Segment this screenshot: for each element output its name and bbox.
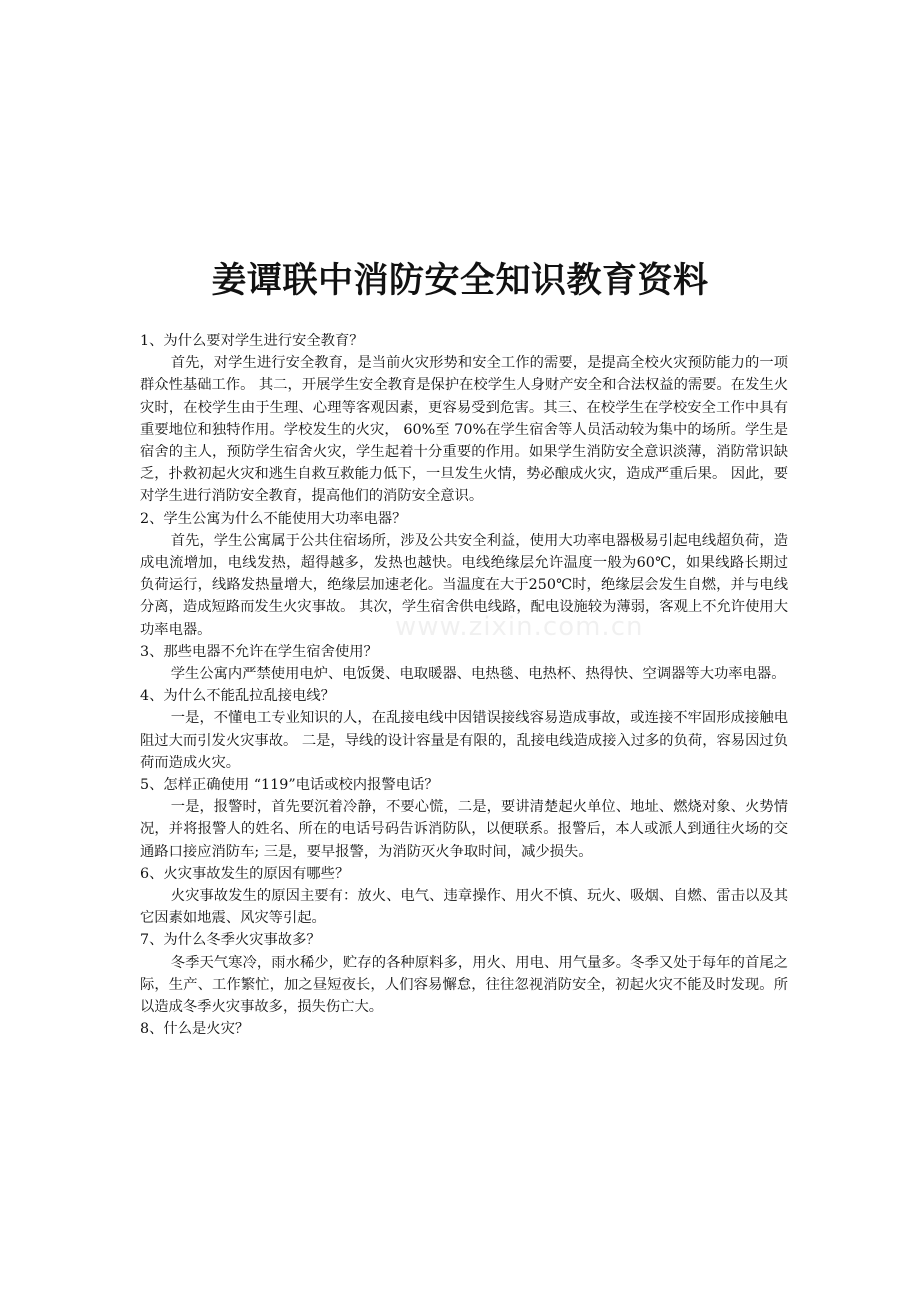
qa-section-4 xyxy=(140,685,788,774)
answer-paragraph: 冬季天气寒冷，雨水稀少，贮存的各种原料多，用火、用电、用气量多。冬季又处于每年的首尾之际，生产、工作繁忙，加之昼短夜长，人们容易懈怠，往往忽视消防安全，初起火灾不能及时发现。所以造成冬季火灾事故多，损失伤亡大。 xyxy=(140,954,788,1016)
answer-paragraph: 火灾事故发生的原因主要有：放火、电气、违章操作、用火不慎、玩火、吸烟、自燃、雷击以及其它因素如地震、风灾等引起。 xyxy=(140,888,788,927)
qa-section-5 xyxy=(140,774,788,863)
question-heading: 7、为什么冬季火灾事故多？ xyxy=(140,932,321,949)
document-title: 姜谭联中消防安全知识教育资料 xyxy=(211,261,709,301)
answer-paragraph: 一是，不懂电工专业知识的人，在乱接电线中因错误接线容易造成事故，或连接不牢固形成接触电阻过大而引发火灾事故。 二是，导线的设计容量是有限的，乱接电线造成接入过多的负荷，容易因过负荷而造成火灾。 xyxy=(140,710,788,771)
document-body xyxy=(140,330,788,1041)
answer-paragraph: 首先，学生公寓属于公共住宿场所，涉及公共安全利益，使用大功率电器极易引起电线超负荷，造成电流增加，电线发热，超得越多，发热也越快。电线绝缘层允许温度一般为60℃，如果线路长期过负荷运行，线路发热量增大，绝缘层加速老化。当温度在大于250℃时，绝缘层会发生自燃，并与电线分离，造成短路而发生火灾事故。 其次，学生宿舍供电线路，配电设施较为薄弱，客观上不允许使用大功率电器。 xyxy=(140,532,788,638)
question-heading: 3、那些电器不允许在学生宿舍使用？ xyxy=(140,643,378,660)
watermark: www.zixin.com.cn xyxy=(395,612,644,642)
qa-section-8 xyxy=(140,1018,788,1040)
qa-section-2 xyxy=(140,508,788,641)
answer-paragraph: 一是，报警时，首先要沉着冷静，不要心慌，二是，要讲清楚起火单位、地址、燃烧对象、火势情况，并将报警人的姓名、所在的电话号码告诉消防队，以便联系。报警后，本人或派人到通往火场的交通路口接应消防车; 三是，要早报警，为消防灭火争取时间，减少损失。 xyxy=(140,799,788,860)
qa-section-3 xyxy=(140,641,788,685)
question-heading: 6、火灾事故发生的原因有哪些？ xyxy=(140,865,350,882)
qa-section-6 xyxy=(140,863,788,930)
qa-section-1 xyxy=(140,330,788,508)
question-heading: 8、什么是火灾？ xyxy=(140,1021,250,1038)
qa-section-7 xyxy=(140,929,788,1018)
answer-paragraph: 首先，对学生进行安全教育，是当前火灾形势和安全工作的需要，是提高全校火灾预防能力的一项群众性基础工作。 其二，开展学生安全教育是保护在校学生人身财产安全和合法权益的需要。在发生火灾时，在校学生由于生理、心理等客观因素，更容易受到危害。其三、在校学生在学校安全工作中具有重要地位和独特作用。学校发生的火灾， 60%至 70%在学生宿舍等人员活动较为集中的场所。学生是宿舍的主人，预防学生宿舍火灾，学生起着十分重要的作用。如果学生消防安全意识淡薄，消防常识缺乏，扑救初起火灾和逃生自救互救能力低下，一旦发生火情，势必酿成火灾，造成严重后果。 因此，要对学生进行消防安全教育，提高他们的消防安全意识。 xyxy=(140,355,788,505)
question-heading: 2、学生公寓为什么不能使用大功率电器？ xyxy=(140,510,407,527)
question-heading: 4、为什么不能乱拉乱接电线？ xyxy=(140,688,335,705)
answer-paragraph: 学生公寓内严禁使用电炉、电饭煲、电取暖器、电热毯、电热杯、热得快、空调器等大功率电器。 xyxy=(170,666,786,683)
question-heading: 5、怎样正确使用 “119”电话或校内报警电话？ xyxy=(140,777,439,794)
question-heading: 1、为什么要对学生进行安全教育？ xyxy=(140,333,364,349)
